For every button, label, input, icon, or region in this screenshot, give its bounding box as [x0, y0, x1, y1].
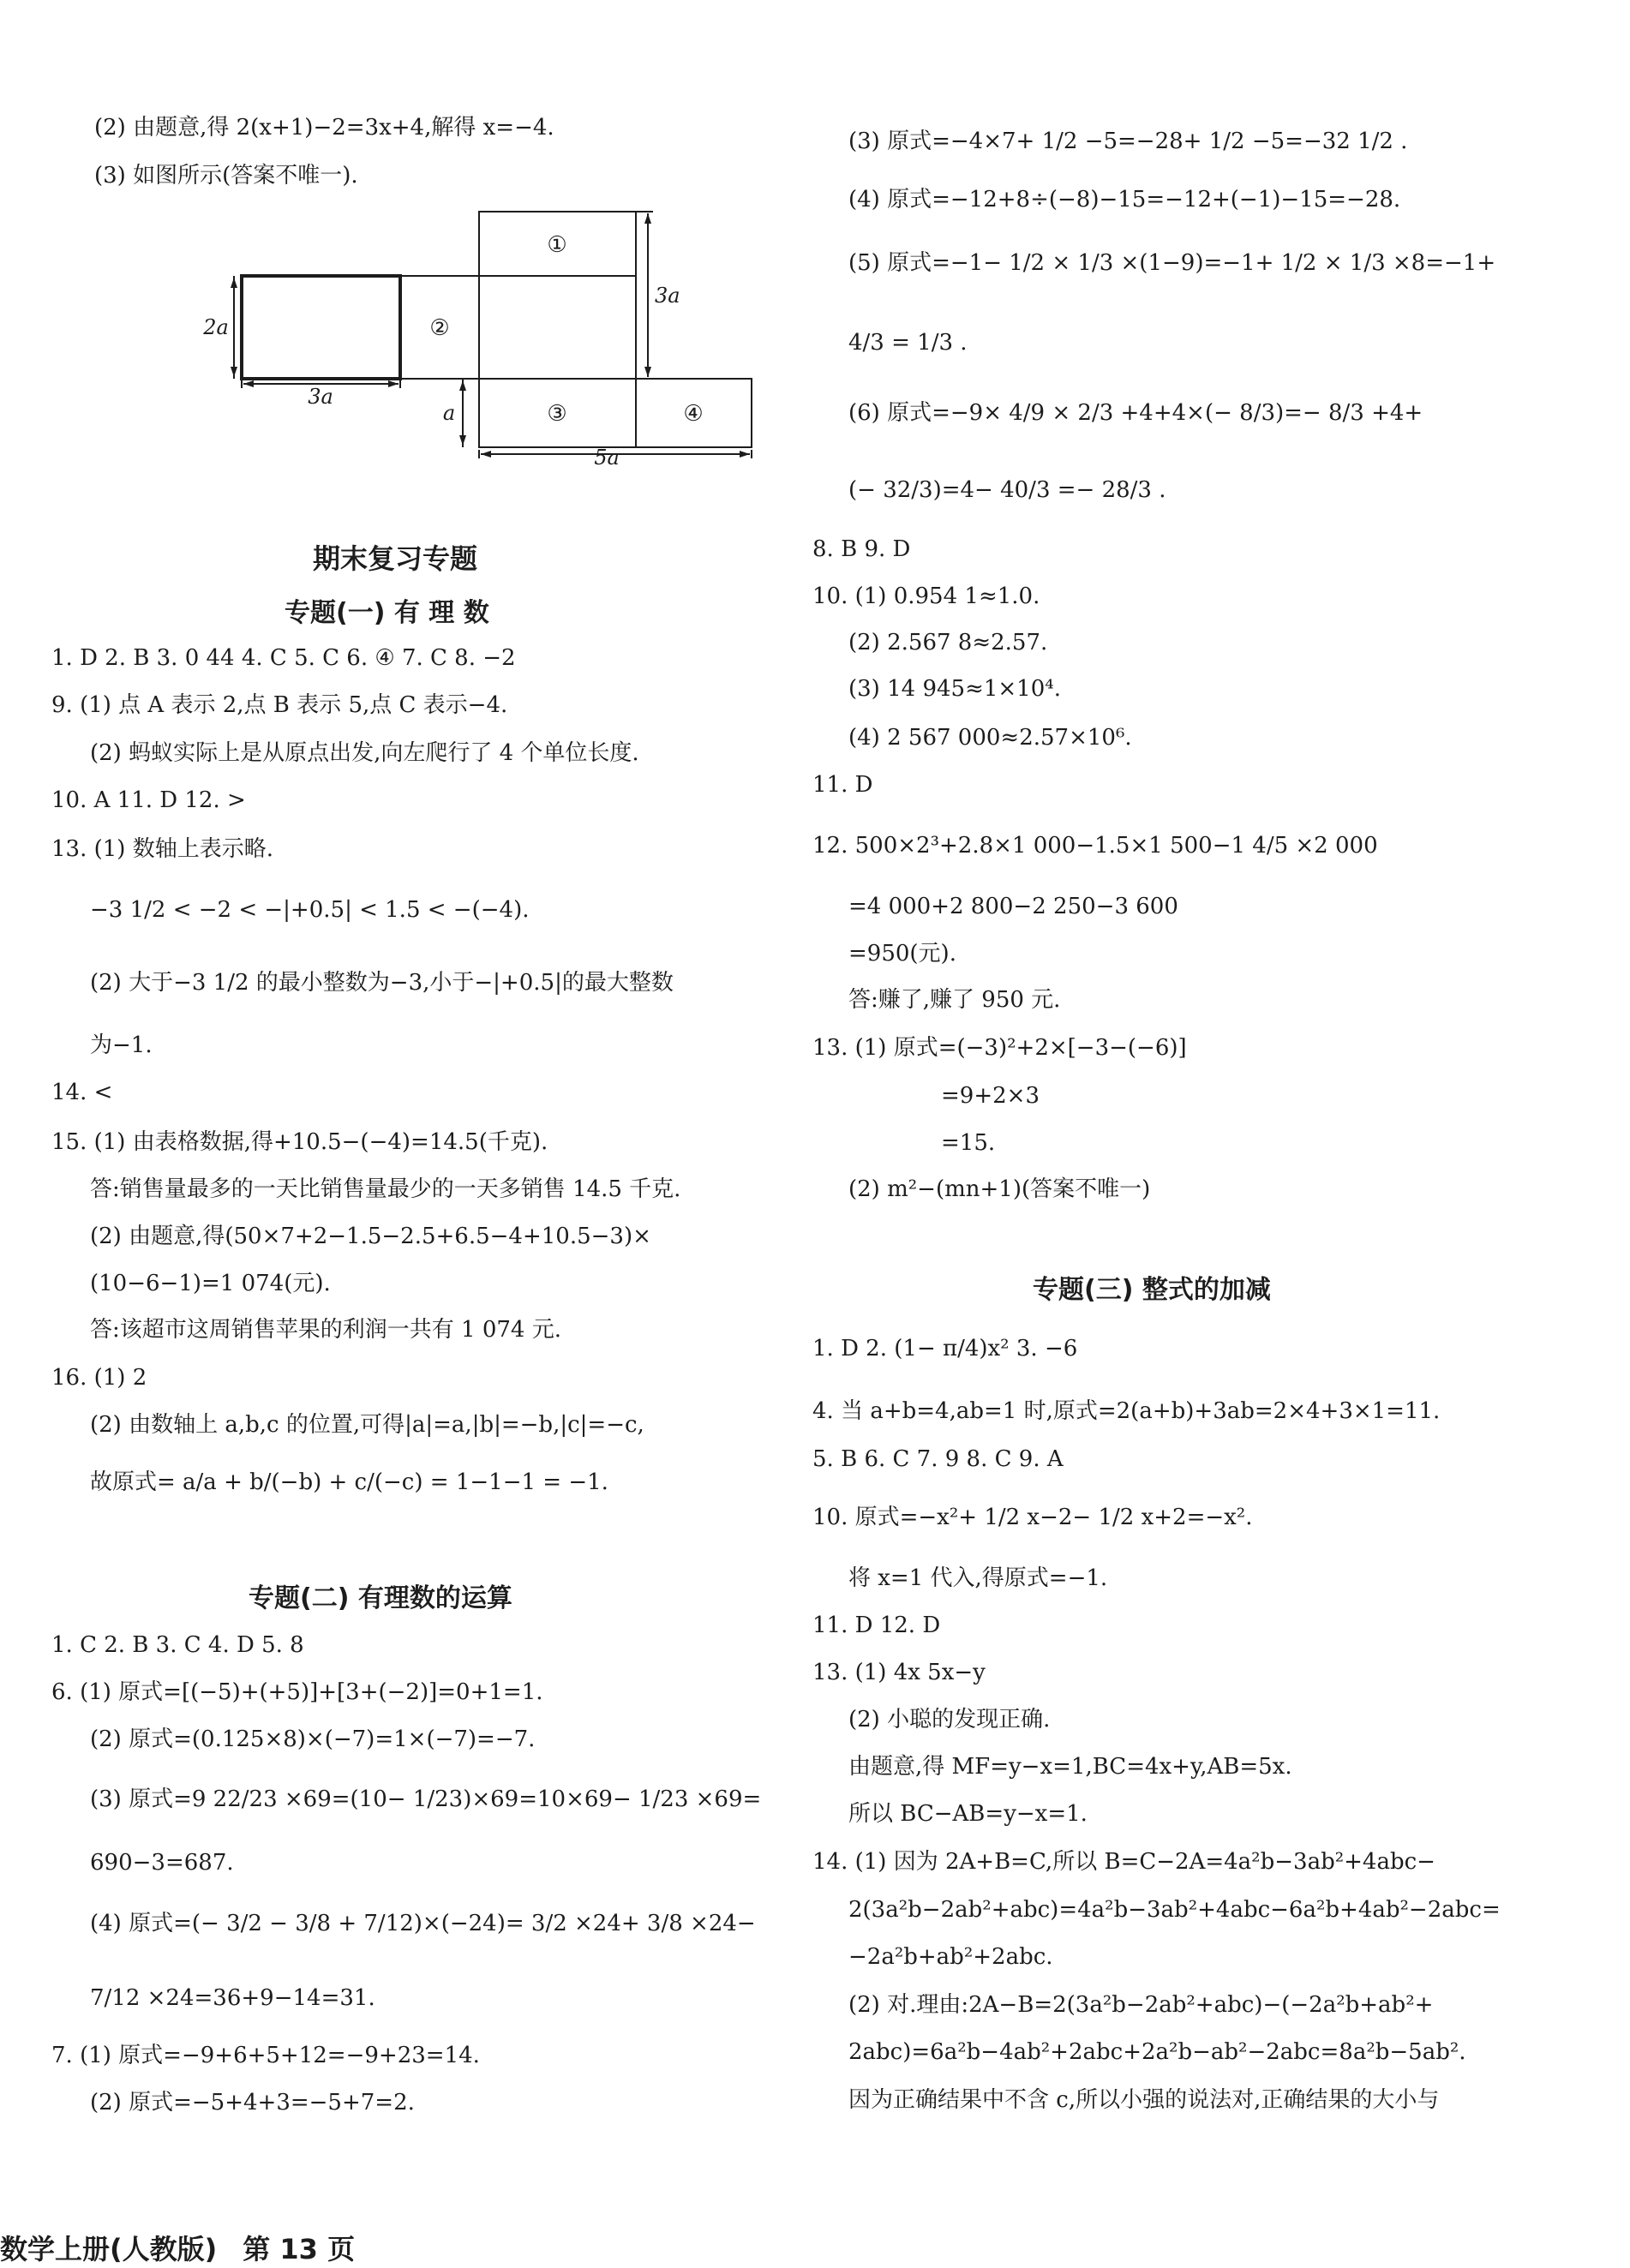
book-title: 数学上册(人教版)	[0, 2233, 218, 2265]
page-footer	[0, 2228, 355, 2267]
answer-line: =4 000+2 800−2 250−3 600	[848, 894, 1178, 919]
answer-line: 将 x=1 代入,得原式=−1.	[848, 1565, 1108, 1591]
answer-line: 5. B 6. C 7. 9 8. C 9. A	[812, 1446, 1064, 1472]
answer-line: (2) 原式=−5+4+3=−5+7=2.	[90, 2090, 415, 2115]
answer-line: 4/3 = 1/3 .	[848, 330, 968, 356]
answer-line: (3) 14 945≈1×10⁴.	[848, 676, 1061, 702]
topic-2-title: 专题(二) 有理数的运算	[249, 1583, 512, 1613]
topic-3-title: 专题(三) 整式的加减	[1033, 1275, 1271, 1305]
answer-line: 10. 原式=−x²+ 1/2 x−2− 1/2 x+2=−x².	[812, 1505, 1253, 1530]
topic-1-title: 专题(一) 有 理 数	[285, 598, 489, 628]
answer-line: 1. D 2. B 3. 0 44 4. C 5. C 6. ④ 7. C 8. −2	[51, 645, 516, 671]
dim-label-5a: 5a	[594, 446, 620, 470]
answer-line: (2) 由题意,得 2(x+1)−2=3x+4,解得 x=−4.	[94, 115, 554, 141]
answer-line: =9+2×3	[941, 1083, 1040, 1109]
dim-label-a: a	[442, 401, 456, 425]
cube-net-diagram	[154, 201, 771, 476]
answer-line: 10. A 11. D 12. >	[51, 787, 246, 813]
answer-line: 7. (1) 原式=−9+6+5+12=−9+23=14.	[51, 2043, 480, 2068]
face-label-2: ②	[429, 315, 450, 341]
answer-line: 7/12 ×24=36+9−14=31.	[90, 1985, 375, 2011]
answer-line: 10. (1) 0.954 1≈1.0.	[812, 583, 1040, 609]
face-label-3: ③	[547, 401, 567, 427]
answer-line: 11. D	[812, 772, 873, 798]
answer-line: 1. D 2. (1− π/4)x² 3. −6	[812, 1336, 1078, 1361]
answer-line: 14. <	[51, 1080, 113, 1105]
dim-label-3a-right: 3a	[655, 284, 680, 308]
answer-line: 2abc)=6a²b−4ab²+2abc+2a²b−ab²−2abc=8a²b−5ab².	[848, 2039, 1466, 2065]
answer-line: 12. 500×2³+2.8×1 000−1.5×1 500−1 4/5 ×2 000	[812, 833, 1378, 859]
answer-line: 690−3=687.	[90, 1850, 234, 1876]
face-label-1: ①	[547, 232, 567, 258]
page-number: 第 13 页	[243, 2233, 356, 2265]
answer-line: (2) 由题意,得(50×7+2−1.5−2.5+6.5−4+10.5−3)×	[90, 1224, 651, 1249]
answer-line: 所以 BC−AB=y−x=1.	[848, 1801, 1088, 1827]
answer-line: 2(3a²b−2ab²+abc)=4a²b−3ab²+4abc−6a²b+4ab²−2abc=	[848, 1897, 1501, 1923]
answer-line: 由题意,得 MF=y−x=1,BC=4x+y,AB=5x.	[848, 1754, 1292, 1780]
answer-line: 14. (1) 因为 2A+B=C,所以 B=C−2A=4a²b−3ab²+4abc−	[812, 1849, 1435, 1875]
answer-line: (10−6−1)=1 074(元).	[90, 1271, 331, 1296]
answer-line: 13. (1) 数轴上表示略.	[51, 836, 273, 862]
answer-line: (3) 如图所示(答案不唯一).	[94, 163, 358, 189]
answer-line: 11. D 12. D	[812, 1613, 941, 1638]
answer-line: (2) 小聪的发现正确.	[848, 1707, 1051, 1732]
answer-line: 4. 当 a+b=4,ab=1 时,原式=2(a+b)+3ab=2×4+3×1=11.	[812, 1398, 1441, 1424]
answer-line: 15. (1) 由表格数据,得+10.5−(−4)=14.5(千克).	[51, 1129, 548, 1155]
answer-line: (6) 原式=−9× 4/9 × 2/3 +4+4×(− 8/3)=− 8/3 +4+	[848, 400, 1423, 426]
answer-line: −2a²b+ab²+2abc.	[848, 1944, 1053, 1970]
answer-line: (2) 2.567 8≈2.57.	[848, 630, 1048, 655]
dim-label-3a-bottom: 3a	[308, 385, 333, 409]
answer-line: 13. (1) 原式=(−3)²+2×[−3−(−6)]	[812, 1035, 1187, 1061]
answer-line: (4) 2 567 000≈2.57×10⁶.	[848, 725, 1132, 751]
dim-label-2a: 2a	[203, 315, 229, 339]
answer-line: 答:该超市这周销售苹果的利润一共有 1 074 元.	[90, 1317, 561, 1343]
answer-line: (4) 原式=(− 3/2 − 3/8 + 7/12)×(−24)= 3/2 ×24+ 3/8 ×24−	[90, 1911, 756, 1936]
answer-line: (2) 大于−3 1/2 的最小整数为−3,小于−|+0.5|的最大整数	[90, 970, 674, 996]
answer-line: 8. B 9. D	[812, 536, 911, 562]
answer-line: 答:销售量最多的一天比销售量最少的一天多销售 14.5 千克.	[90, 1176, 681, 1202]
answer-line: 故原式= a/a + b/(−b) + c/(−c) = 1−1−1 = −1.	[90, 1469, 608, 1495]
answer-line: (2) 由数轴上 a,b,c 的位置,可得|a|=a,|b|=−b,|c|=−c,	[90, 1412, 644, 1438]
answer-line: =950(元).	[848, 941, 956, 966]
answer-line: −3 1/2 < −2 < −|+0.5| < 1.5 < −(−4).	[90, 897, 530, 923]
answer-line: 1. C 2. B 3. C 4. D 5. 8	[51, 1632, 304, 1658]
answer-line: (3) 原式=−4×7+ 1/2 −5=−28+ 1/2 −5=−32 1/2 .	[848, 129, 1408, 154]
answer-line: (− 32/3)=4− 40/3 =− 28/3 .	[848, 477, 1166, 503]
answer-line: 6. (1) 原式=[(−5)+(+5)]+[3+(−2)]=0+1=1.	[51, 1679, 543, 1705]
answer-line: 16. (1) 2	[51, 1365, 147, 1391]
answer-line: 因为正确结果中不含 c,所以小强的说法对,正确结果的大小与	[848, 2087, 1440, 2113]
answer-line: (2) 原式=(0.125×8)×(−7)=1×(−7)=−7.	[90, 1726, 536, 1752]
answer-line: (2) m²−(mn+1)(答案不唯一)	[848, 1176, 1151, 1202]
answer-line: =15.	[941, 1130, 996, 1156]
section-title: 期末复习专题	[313, 542, 478, 575]
answer-line: (4) 原式=−12+8÷(−8)−15=−12+(−1)−15=−28.	[848, 187, 1401, 212]
net-face-center	[479, 276, 636, 379]
answer-line: 答:赚了,赚了 950 元.	[848, 987, 1061, 1013]
face-label-4: ④	[683, 401, 704, 427]
answer-line: (2) 对.理由:2A−B=2(3a²b−2ab²+abc)−(−2a²b+ab²+	[848, 1992, 1434, 2018]
answer-line: (2) 蚂蚁实际上是从原点出发,向左爬行了 4 个单位长度.	[90, 740, 639, 766]
answer-line: (3) 原式=9 22/23 ×69=(10− 1/23)×69=10×69− 1/23 ×69=	[90, 1786, 762, 1812]
net-face-left	[242, 276, 400, 379]
answer-line: 13. (1) 4x 5x−y	[812, 1660, 986, 1685]
answer-line: 9. (1) 点 A 表示 2,点 B 表示 5,点 C 表示−4.	[51, 692, 508, 718]
answer-line: 为−1.	[90, 1032, 153, 1058]
answer-line: (5) 原式=−1− 1/2 × 1/3 ×(1−9)=−1+ 1/2 × 1/3 ×8=−1+	[848, 250, 1496, 276]
